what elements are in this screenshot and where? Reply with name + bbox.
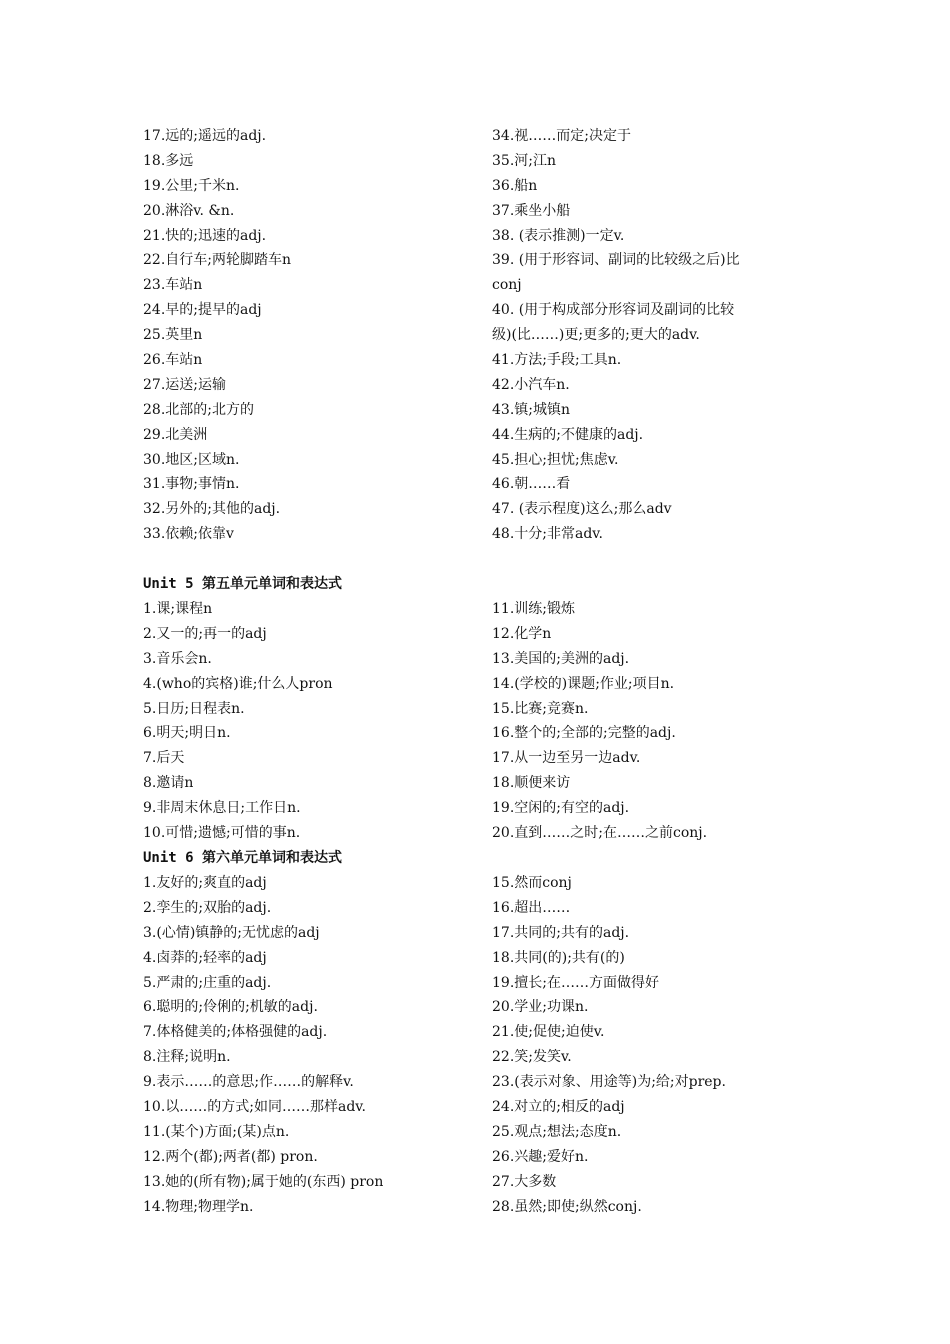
vocab-item: 21.快的;迅速的adj.	[143, 227, 267, 244]
vocab-item: 17.共同的;共有的adj.	[492, 924, 630, 941]
vocab-item: 9.表示……的意思;作……的解释v.	[143, 1074, 354, 1091]
vocab-item: 1.课;课程n	[143, 601, 213, 617]
vocab-item: 5.日历;日程表n.	[143, 700, 245, 717]
vocab-item: 10.以……的方式;如同……那样adv.	[143, 1099, 366, 1116]
vocab-item: 27.运送;运输	[143, 376, 226, 393]
unit6-right-column	[492, 871, 812, 1219]
vocab-item: 40. (用于构成部分形容词及副词的比较	[492, 302, 735, 319]
vocab-item: 14.物理;物理学n.	[143, 1198, 254, 1215]
vocab-item: 2.又一的;再一的adj	[143, 625, 267, 642]
vocab-item: 10.可惜;遗憾;可惜的事n.	[143, 825, 301, 842]
vocab-item: 13.她的(所有物);属于她的(东西) pron	[143, 1173, 384, 1190]
vocab-item: 42.小汽车n.	[492, 376, 570, 393]
unit6-left-column	[143, 871, 483, 1219]
vocab-item: 20.直到……之时;在……之前conj.	[492, 825, 708, 842]
vocab-item: 26.兴趣;爱好n.	[492, 1148, 589, 1165]
vocab-item: 48.十分;非常adv.	[492, 526, 603, 543]
vocab-item: 41.方法;手段;工具n.	[492, 352, 622, 369]
vocab-item: 15.然而conj	[492, 875, 572, 891]
vocab-item: 13.美国的;美洲的adj.	[492, 650, 630, 667]
vocab-item: 18.共同(的);共有(的)	[492, 949, 625, 966]
vocab-item: 2.孪生的;双胎的adj.	[143, 899, 272, 916]
vocab-item: 17.从一边至另一边adv.	[492, 750, 641, 767]
vocab-item: 17.远的;遥远的adj.	[143, 128, 267, 144]
vocab-item: 35.河;江n	[492, 152, 556, 169]
unit5-heading-row	[143, 572, 843, 597]
vocab-item: 11.训练;锻炼	[492, 601, 575, 617]
vocab-item: 32.另外的;其他的adj.	[143, 501, 281, 518]
unit5-heading: Unit 5 第五单元单词和表达式	[143, 576, 343, 592]
vocab-item: conj	[492, 277, 522, 294]
vocab-item: 28.北部的;北方的	[143, 401, 254, 418]
vocab-item: 16.超出……	[492, 899, 571, 916]
vocab-item: 25.观点;想法;态度n.	[492, 1123, 622, 1140]
vocab-item: 15.比赛;竞赛n.	[492, 700, 589, 717]
vocab-item: 3.音乐会n.	[143, 650, 212, 667]
vocab-item: 23.车站n	[143, 277, 203, 294]
vocab-item: 8.注释;说明n.	[143, 1049, 231, 1066]
vocab-item: 38. (表示推测)一定v.	[492, 227, 625, 244]
vocab-item: 24.对立的;相反的adj	[492, 1099, 625, 1116]
vocab-item: 6.明天;明日n.	[143, 725, 231, 742]
vocab-item: 1.友好的;爽直的adj	[143, 875, 267, 891]
vocab-item: 27.大多数	[492, 1173, 557, 1190]
vocab-item: 30.地区;区域n.	[143, 451, 240, 468]
vocab-item: 44.生病的;不健康的adj.	[492, 426, 644, 443]
vocab-item: 12.两个(都);两者(都) pron.	[143, 1148, 318, 1165]
vocab-item: 39. (用于形容词、副词的比较级之后)比	[492, 252, 740, 269]
vocab-item: 12.化学n	[492, 625, 552, 642]
vocab-item: 33.依赖;依靠v	[143, 526, 234, 543]
vocab-item: 22.自行车;两轮脚踏车n	[143, 252, 291, 269]
vocab-item: 3.(心情)镇静的;无忧虑的adj	[143, 924, 320, 941]
unit6-heading: Unit 6 第六单元单词和表达式	[143, 850, 343, 866]
vocab-item: 4.(who的宾格)谁;什么人pron	[143, 675, 333, 692]
vocab-item: 22.笑;发笑v.	[492, 1049, 572, 1066]
vocab-item: 37.乘坐小船	[492, 202, 571, 219]
vocab-item: 18.顺便来访	[492, 775, 571, 792]
vocab-item: 36.船n	[492, 177, 538, 194]
vocab-item: 18.多远	[143, 152, 194, 169]
vocab-item: 级)(比……)更;更多的;更大的adv.	[492, 327, 700, 344]
unit5-left-column	[143, 597, 483, 846]
vocab-item: 46.朝……看	[492, 476, 571, 493]
vocab-item: 7.后天	[143, 750, 185, 767]
top-right-column	[492, 124, 812, 547]
vocab-item: 6.聪明的;伶俐的;机敏的adj.	[143, 999, 318, 1016]
vocab-item: 34.视……而定;决定于	[492, 128, 631, 144]
vocab-item: 29.北美洲	[143, 426, 208, 443]
vocab-item: 23.(表示对象、用途等)为;给;对prep.	[492, 1074, 726, 1091]
vocab-item: 45.担心;担忧;焦虑v.	[492, 451, 619, 468]
vocab-item: 25.英里n	[143, 327, 203, 344]
vocab-item: 28.虽然;即使;纵然conj.	[492, 1198, 642, 1215]
vocab-item: 4.卤莽的;轻率的adj	[143, 949, 267, 966]
vocab-item: 16.整个的;全部的;完整的adj.	[492, 725, 676, 742]
vocab-item: 26.车站n	[143, 352, 203, 369]
vocab-item: 31.事物;事情n.	[143, 476, 240, 493]
top-left-column	[143, 124, 483, 547]
vocab-item: 47. (表示程度)这么;那么adv	[492, 501, 672, 518]
vocab-item: 24.早的;提早的adj	[143, 302, 262, 319]
vocab-item: 20.学业;功课n.	[492, 999, 589, 1016]
vocab-item: 11.(某个)方面;(某)点n.	[143, 1123, 290, 1140]
vocab-item: 19.公里;千米n.	[143, 177, 240, 194]
vocab-item: 19.空闲的;有空的adj.	[492, 800, 630, 817]
vocab-item: 21.使;促使;迫使v.	[492, 1024, 605, 1041]
vocab-item: 5.严肃的;庄重的adj.	[143, 974, 272, 991]
vocab-item: 20.淋浴v. &n.	[143, 202, 235, 219]
vocab-item: 8.邀请n	[143, 775, 194, 792]
vocab-item: 7.体格健美的;体格强健的adj.	[143, 1024, 328, 1041]
unit6-heading-row	[143, 846, 843, 871]
unit5-right-column	[492, 597, 812, 846]
vocab-item: 9.非周末休息日;工作日n.	[143, 800, 301, 817]
vocab-item: 19.擅长;在……方面做得好	[492, 974, 659, 991]
vocab-item: 43.镇;城镇n	[492, 401, 570, 418]
vocab-item: 14.(学校的)课题;作业;项目n.	[492, 675, 675, 692]
